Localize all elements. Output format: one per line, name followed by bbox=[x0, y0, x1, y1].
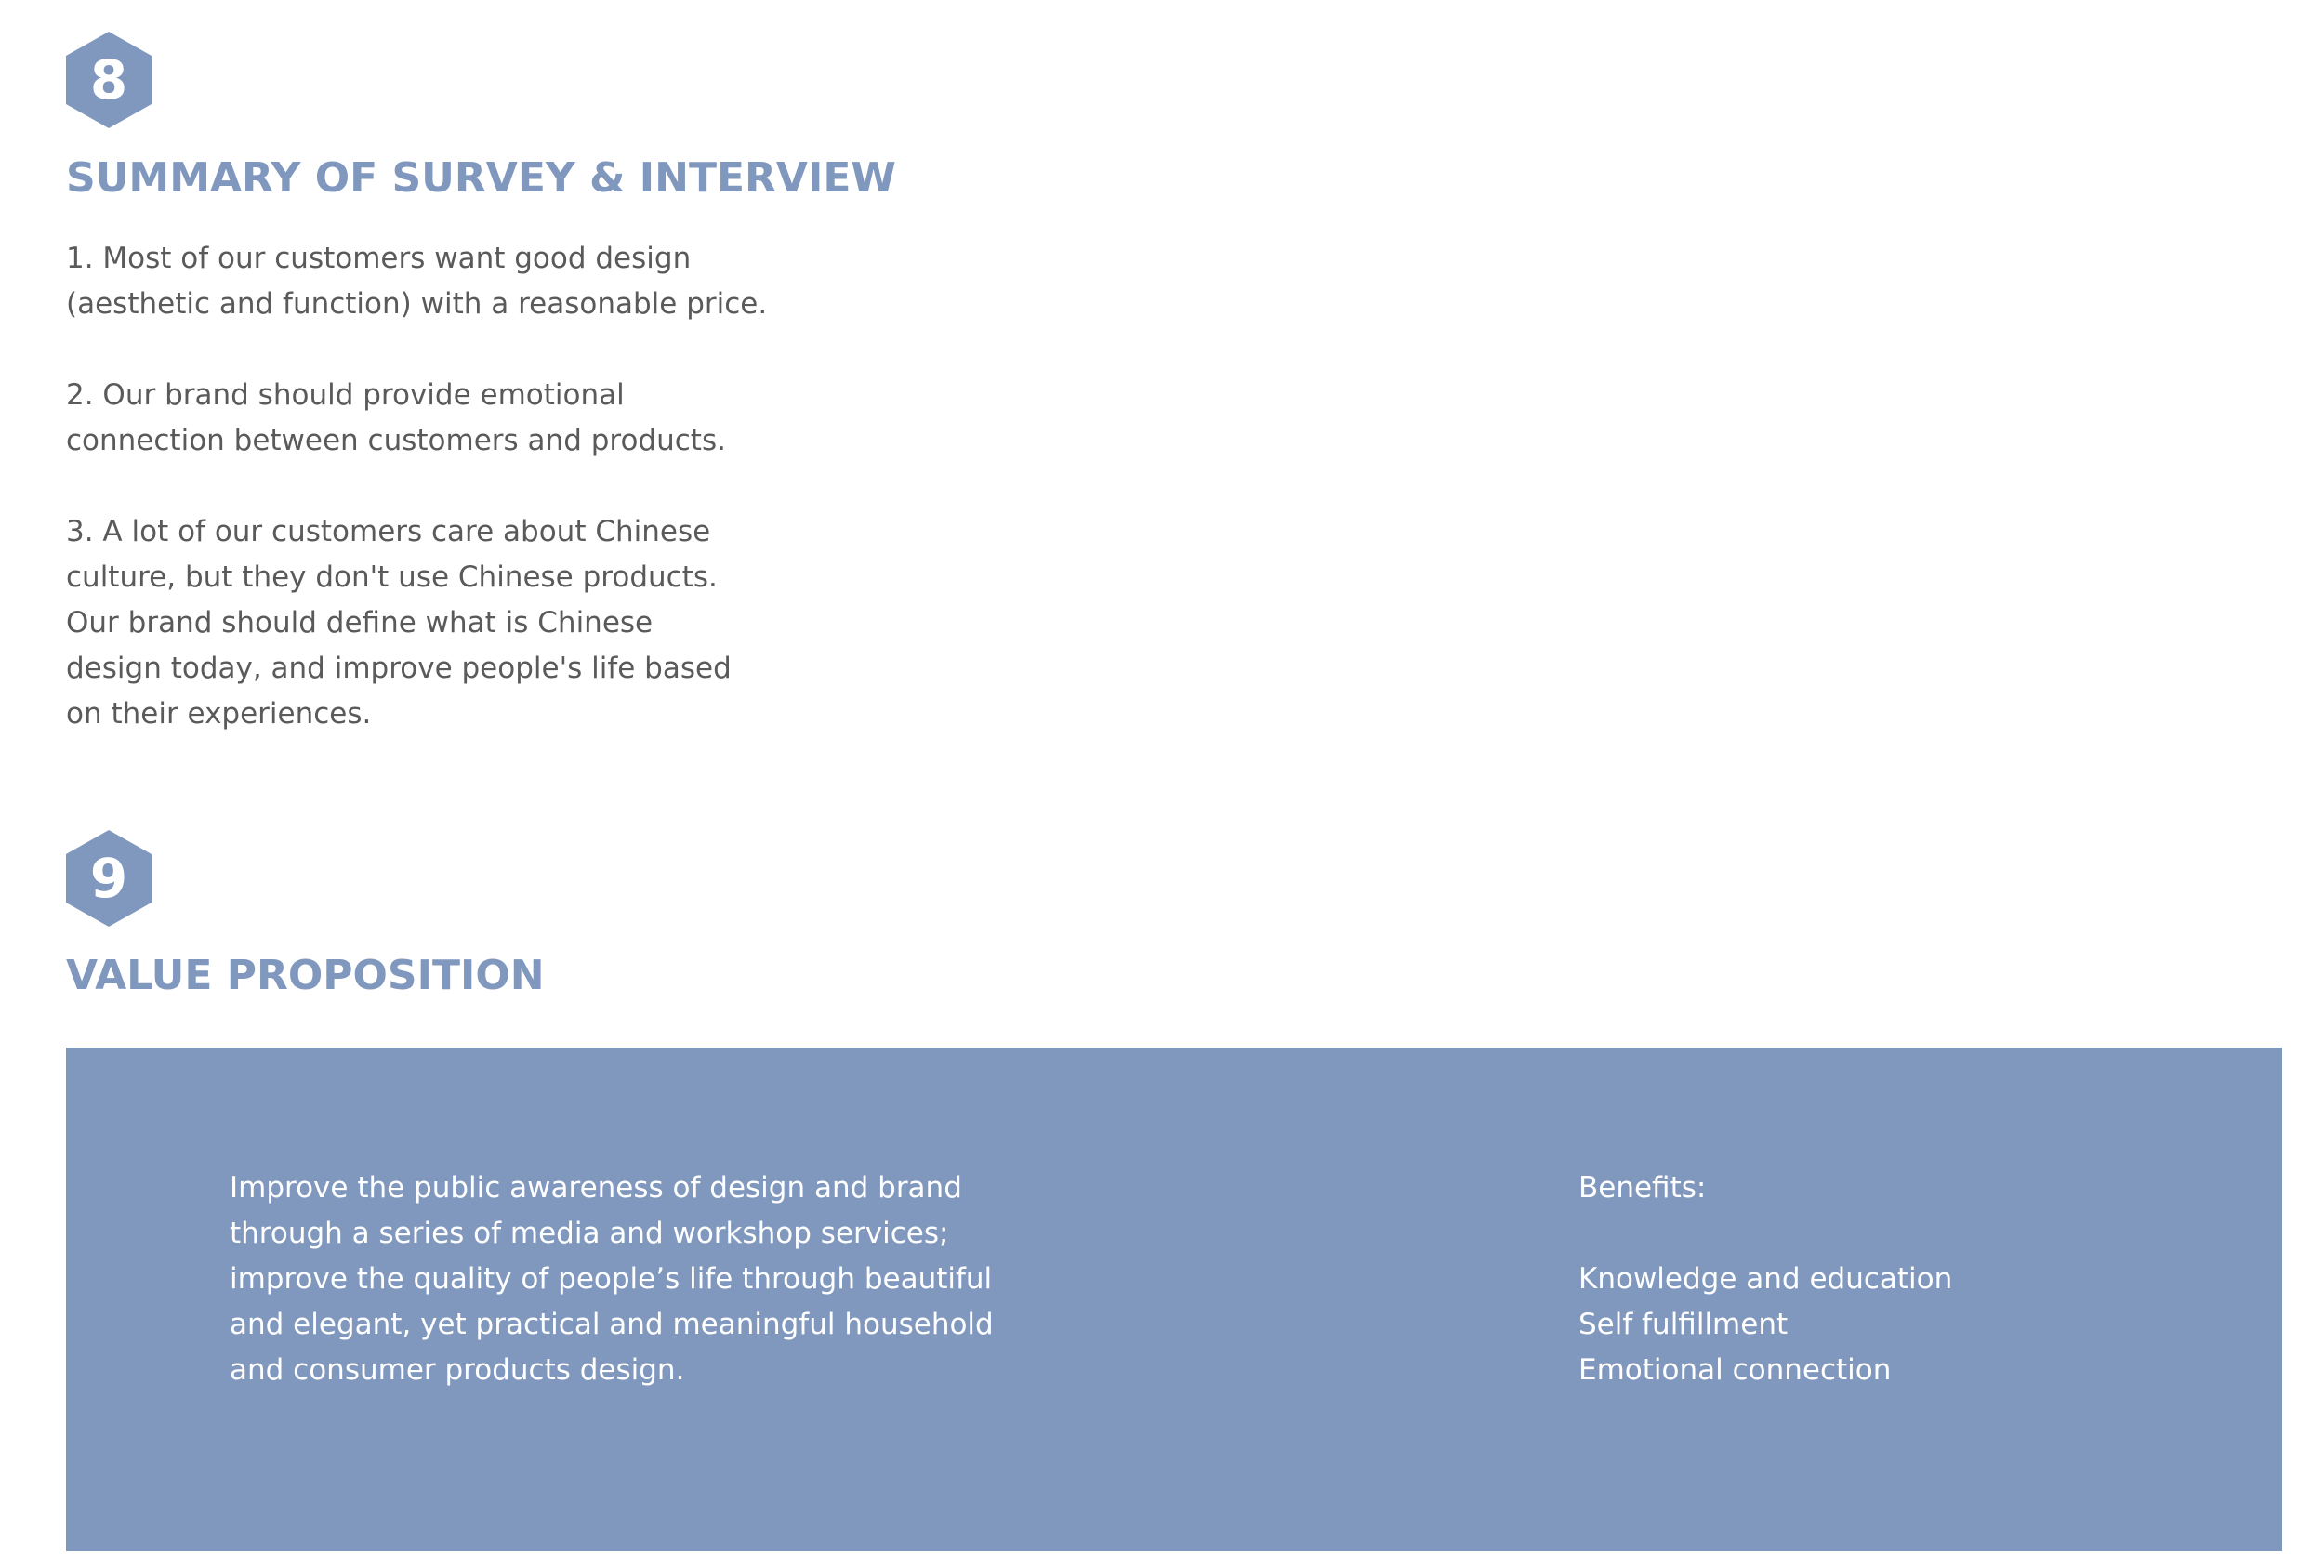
value-proposition-statement: Improve the public awareness of design and brand through a series of media and workshop services; improve the quality of people’s life through beautiful and elegant, yet practical and meaningful household and consumer products design. bbox=[230, 1171, 994, 1387]
summary-point-1: 1. Most of our customers want good design (aesthetic and function) with a reasonable price. bbox=[66, 242, 768, 321]
value-proposition-panel bbox=[66, 1048, 2282, 1551]
section-title-summary: SUMMARY OF SURVEY & INTERVIEW bbox=[66, 154, 896, 202]
section-number: 8 bbox=[89, 48, 128, 112]
summary-point-2: 2. Our brand should provide emotional connection between customers and products. bbox=[66, 378, 726, 457]
section-number-badge-9 bbox=[66, 830, 152, 927]
benefit-item: Emotional connection bbox=[1578, 1353, 1892, 1387]
section-number-badge-8 bbox=[66, 32, 152, 128]
section-number: 9 bbox=[89, 847, 128, 910]
benefits-label: Benefits: bbox=[1578, 1171, 1707, 1205]
section-title-value-proposition: VALUE PROPOSITION bbox=[66, 952, 545, 999]
benefit-item: Knowledge and education bbox=[1578, 1262, 1953, 1296]
summary-point-3: 3. A lot of our customers care about Chinese culture, but they don't use Chinese products. Our brand should define what is Chinese design today, and improve people's life based on their experiences. bbox=[66, 515, 732, 731]
benefit-item: Self fulfillment bbox=[1578, 1308, 1789, 1341]
